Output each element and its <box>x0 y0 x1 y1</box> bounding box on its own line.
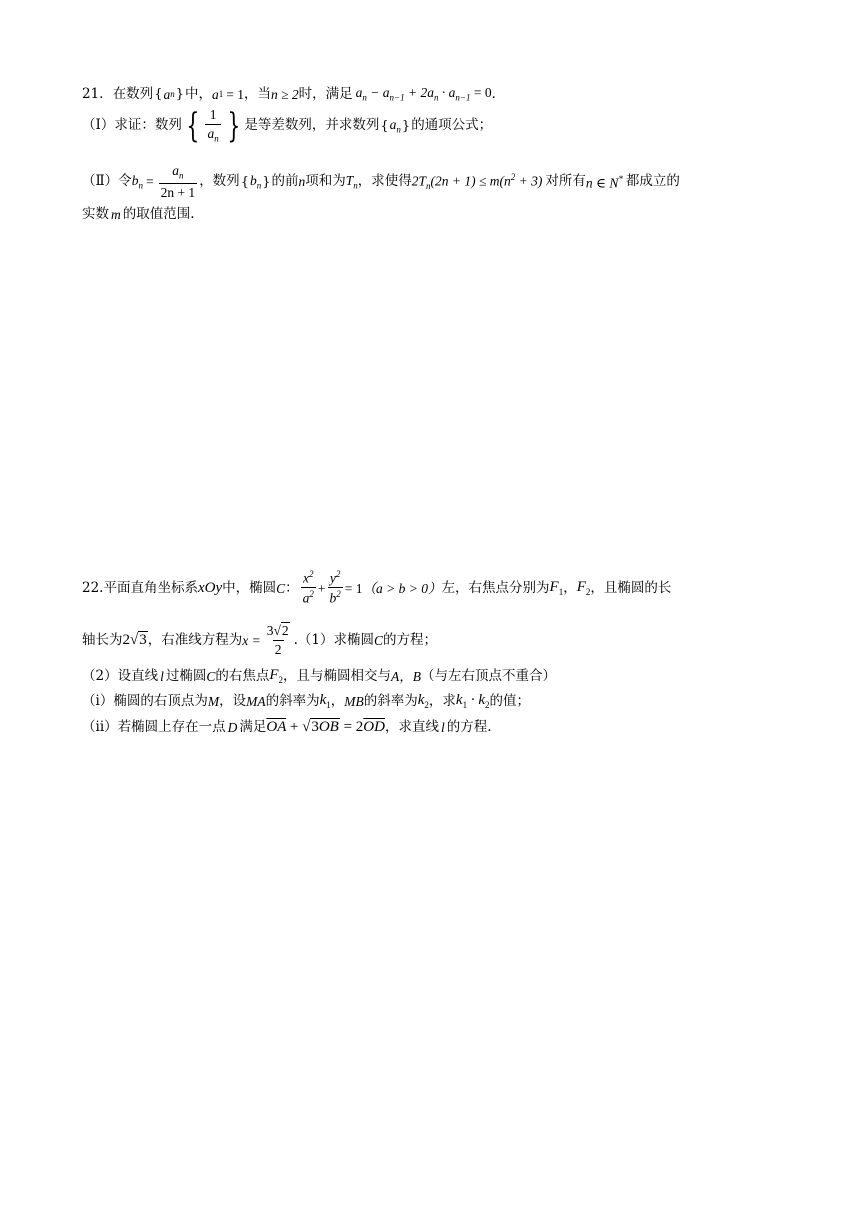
q21-part2-label: （Ⅱ）令 <box>82 173 132 190</box>
q22-part-i <box>82 693 530 710</box>
q21-part2-mid1: ，数列 <box>199 173 240 190</box>
q21-satisfy: 时，满足 <box>298 85 353 102</box>
q22-part2-c: 的右焦点 <box>215 667 270 684</box>
set2-brace-open: { <box>380 118 389 134</box>
ellipse-C-3: C <box>206 668 216 684</box>
point-D: D <box>227 719 238 735</box>
q22-part-i-f: ，求 <box>428 692 456 709</box>
line-l-2: l <box>440 719 445 735</box>
q22-foci-end: ，且椭圆的长 <box>590 579 672 596</box>
k1-symbol: $k_1$ <box>319 692 331 710</box>
q21-intro: 在数列 <box>112 85 154 102</box>
q22-part-ii-c: ，求直线 <box>384 718 439 735</box>
q21-line-1 <box>82 86 505 103</box>
vector-equation: $\overline{OA} + √3\overline{OB} = 2\overline{OD}$ <box>266 719 385 735</box>
q22-line2-b: ，右准线方程为 <box>147 632 243 649</box>
F2-symbol-2: $F_2$ <box>269 667 284 685</box>
point-M: M <box>207 693 220 709</box>
Tn-symbol: $T_n$ <box>345 172 358 191</box>
ab-condition: （a > b > 0） <box>362 580 442 596</box>
recurrence-formula: $a_n - a_{n-1} + 2a_n \cdot a_{n-1} = 0$ <box>355 85 492 103</box>
segment-MB: MB <box>344 693 364 709</box>
q21-part2-mid2: 的前 <box>271 173 299 190</box>
q22-part-2 <box>82 668 556 685</box>
q21-part2-mid5: 对所有 <box>545 173 586 190</box>
q21-number: 21． <box>82 85 113 102</box>
directrix-num: 3√2 <box>266 623 289 638</box>
equals-one: = 1 <box>344 580 363 596</box>
big-brace-close: } <box>227 106 241 147</box>
set3-brace-close: } <box>262 174 271 190</box>
n-condition: n ≥ 2 <box>271 86 299 102</box>
n-in-N: n ∈ N* <box>585 173 623 191</box>
q22-in: 中，椭圆 <box>222 579 277 596</box>
set2-brace-close: } <box>401 118 411 134</box>
q21-part1-end: 的通项公式； <box>411 117 493 134</box>
q22-line2-d: 的方程； <box>383 632 438 649</box>
q22-part-ii-a: （ii）若椭圆上存在一点 <box>82 718 226 735</box>
F1-symbol: $F_1$ <box>549 578 564 597</box>
q22-colon: ： <box>285 579 299 596</box>
seq-b: $b_n$ <box>249 172 262 191</box>
q21-end: ． <box>491 85 506 102</box>
n-variable: n <box>298 174 306 190</box>
inequality-formula: $2T_n(2n + 1) \le m(n^2 + 3)$ <box>411 172 543 192</box>
q21-when: ，当 <box>244 85 271 102</box>
line-l: l <box>160 668 164 684</box>
x-fraction <box>301 570 316 607</box>
segment-MA: MA <box>246 693 266 709</box>
q22-part2-text: （2）设直线 <box>82 667 159 684</box>
seq-a-sub: n <box>170 88 175 99</box>
set-brace-close: } <box>175 86 184 102</box>
fraction-one: 1 <box>209 107 217 122</box>
directrix-den: 2 <box>274 641 282 657</box>
q22-part-i-a: （i）椭圆的右顶点为 <box>82 692 208 709</box>
q22-part2-d: ，且与椭圆相交与 <box>283 667 392 684</box>
q22-intro: 平面直角坐标系 <box>103 579 198 596</box>
q22-part2-e: （与左右顶点不重合） <box>421 667 557 684</box>
a1-sub: 1 <box>218 88 224 99</box>
q22-part-ii-b: 满足 <box>239 718 267 735</box>
q22-part-ii-d: 的方程. <box>446 718 492 735</box>
q22-foci-text: 左，右焦点分别为 <box>441 579 550 596</box>
y-fraction <box>328 570 343 607</box>
k2-symbol: $k_2$ <box>417 692 429 710</box>
bn-symbol: $b_n$ <box>131 172 143 191</box>
q21-part-1 <box>82 106 493 147</box>
q22-part-i-e: 的斜率为 <box>363 692 418 709</box>
directrix-fraction <box>265 624 292 658</box>
seq-a-2: $a_n$ <box>389 116 401 135</box>
q22-part-i-b: ，设 <box>219 692 247 709</box>
y-squared: $y^2$ <box>329 569 341 586</box>
big-brace-open: { <box>186 106 200 147</box>
axis-length: 2√3 <box>122 632 147 649</box>
equals-sign: = <box>145 174 154 190</box>
q21-part2-mid3: 项和为 <box>305 173 346 190</box>
q22-part-ii <box>82 720 492 735</box>
seq-a: a <box>163 86 171 102</box>
points-AB: A，B <box>391 668 422 684</box>
k1k2-product: $k_1 \cdot k_2$ <box>455 692 490 710</box>
xoy-symbol: xOy <box>197 579 223 596</box>
set3-brace-open: { <box>240 174 249 190</box>
q21-in: 中， <box>185 85 212 102</box>
x-squared: $x^2$ <box>303 569 314 586</box>
q22-part2-b: 过椭圆 <box>165 667 207 684</box>
m-variable: m <box>111 207 121 222</box>
q21-part2-mid4: ，求使得 <box>357 173 412 190</box>
a1-value: = 1 <box>226 86 244 102</box>
ellipse-C-2: C <box>374 633 384 649</box>
reciprocal-fraction <box>205 108 220 144</box>
q22-part-i-c: 的斜率为 <box>265 692 320 709</box>
a1-symbol: a <box>212 86 219 102</box>
b-squared: $b^2$ <box>329 589 341 606</box>
q21-line2-b: 的取值范围. <box>122 206 195 222</box>
directrix-x: x = <box>242 633 261 649</box>
bn-fraction <box>159 164 198 200</box>
q21-part2-end: 都成立的 <box>625 173 680 190</box>
q22-part-i-d: ， <box>330 692 345 709</box>
q21-line2-a: 实数 <box>82 206 109 222</box>
q22-line2-c: .（1）求椭圆 <box>293 632 375 649</box>
q22-number: 22. <box>82 579 104 596</box>
q21-part-2 <box>82 164 680 200</box>
comma-1: ， <box>563 579 577 596</box>
q21-part-2-line-2 <box>82 208 195 222</box>
plus-sign: + <box>317 580 326 596</box>
q22-line2-a: 轴长为 <box>82 632 123 649</box>
q22-line-2 <box>82 624 437 658</box>
bn-denominator: 2n + 1 <box>160 184 196 200</box>
q21-part1-label: （Ⅰ）求证：数列 <box>82 117 182 134</box>
q22-part-i-g: 的值； <box>489 692 531 709</box>
ellipse-C: C <box>276 580 286 596</box>
a-squared: $a^2$ <box>302 589 314 606</box>
F2-symbol: $F_2$ <box>576 578 591 597</box>
q21-part1-mid: 是等差数列，并求数列 <box>244 117 380 134</box>
set-brace-open: { <box>154 86 163 102</box>
bn-numerator: $a_n$ <box>172 163 184 181</box>
q22-line-1 <box>82 570 671 607</box>
fraction-an: $a_n$ <box>207 125 219 144</box>
